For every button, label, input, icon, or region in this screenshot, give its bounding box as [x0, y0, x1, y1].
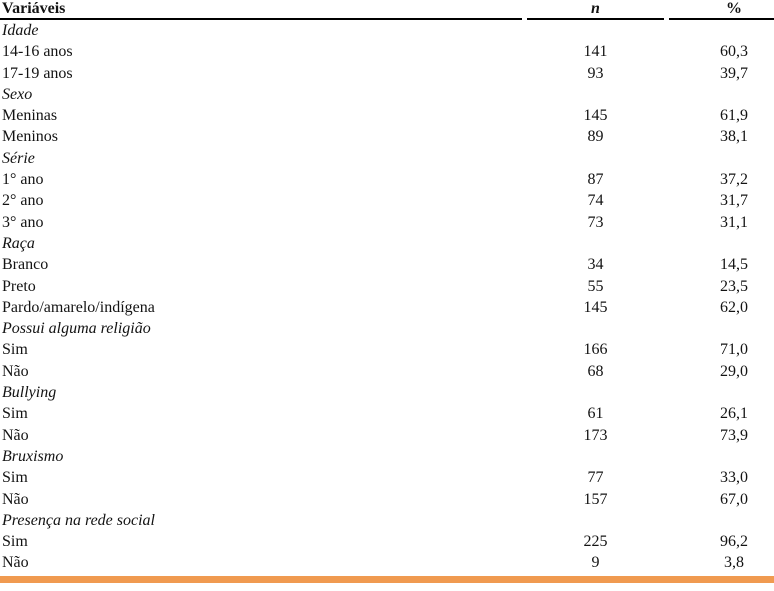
- group-row: [0, 510, 774, 531]
- cell-variable: 1° ano: [2, 171, 44, 189]
- group-row: [0, 318, 774, 339]
- group-row: [0, 233, 774, 254]
- group-label: Idade: [2, 22, 39, 39]
- cell-percent: 31,7: [720, 192, 748, 210]
- cell-percent: 23,5: [720, 277, 748, 295]
- data-row: [0, 403, 774, 424]
- cell-percent: 33,0: [720, 469, 748, 487]
- cell-variable: Sim: [2, 405, 28, 423]
- data-row: [0, 552, 774, 573]
- group-row: [0, 148, 774, 169]
- cell-percent: 73,9: [720, 426, 748, 444]
- cell-percent: 3,8: [724, 554, 744, 572]
- data-row: [0, 489, 774, 510]
- group-label: Série: [2, 149, 35, 167]
- cell-variable: 17-19 anos: [2, 64, 73, 82]
- cell-percent: 71,0: [720, 341, 748, 359]
- data-row: [0, 339, 774, 360]
- cell-variable: 14-16 anos: [2, 43, 73, 61]
- data-row: [0, 531, 774, 552]
- cell-variable: Não: [2, 490, 29, 508]
- cell-variable: Meninos: [2, 128, 58, 146]
- header-row: [0, 0, 774, 20]
- data-row: [0, 361, 774, 382]
- cell-n: 68: [587, 362, 604, 380]
- data-row: [0, 126, 774, 147]
- data-row: [0, 425, 774, 446]
- group-label: Bullying: [2, 384, 57, 402]
- cell-variable: 3° ano: [2, 213, 44, 231]
- cell-n: 89: [587, 128, 604, 146]
- data-row: [0, 276, 774, 297]
- column-header-n: n: [527, 0, 664, 20]
- data-row: [0, 169, 774, 190]
- data-row: [0, 212, 774, 233]
- cell-percent: 31,1: [720, 213, 748, 231]
- group-row: [0, 382, 774, 403]
- cell-n: 34: [587, 256, 604, 274]
- cell-percent: 61,9: [720, 107, 748, 125]
- column-header-percent: %: [669, 0, 774, 20]
- cell-percent: 37,2: [720, 171, 748, 189]
- cell-variable: 2° ano: [2, 192, 44, 210]
- data-row: [0, 41, 774, 62]
- cell-n: 77: [587, 469, 604, 487]
- cell-variable: Preto: [2, 277, 36, 295]
- cell-percent: 62,0: [720, 298, 748, 316]
- cell-n: 145: [583, 298, 608, 316]
- cell-n: 141: [583, 43, 608, 61]
- cell-percent: 38,1: [720, 128, 748, 146]
- cell-percent: 26,1: [720, 405, 748, 423]
- data-row: [0, 254, 774, 275]
- cell-n: 157: [583, 490, 608, 508]
- data-row: [0, 297, 774, 318]
- cell-variable: Sim: [2, 533, 28, 551]
- data-row: [0, 467, 774, 488]
- cell-n: 87: [587, 171, 604, 189]
- cell-n: 166: [583, 341, 608, 359]
- cell-percent: 67,0: [720, 490, 748, 508]
- cell-n: 61: [587, 405, 604, 423]
- cell-n: 145: [583, 107, 608, 125]
- cell-percent: 39,7: [720, 64, 748, 82]
- group-label: Raça: [2, 234, 35, 252]
- column-header-variaveis: Variáveis: [0, 0, 522, 20]
- bottom-accent-bar: [0, 576, 774, 583]
- cell-variable: Pardo/amarelo/indígena: [2, 298, 155, 316]
- cell-n: 73: [587, 213, 604, 231]
- cell-n: 74: [587, 192, 604, 210]
- group-label: Presença na rede social: [2, 511, 155, 529]
- cell-variable: Branco: [2, 256, 49, 274]
- data-row: [0, 63, 774, 84]
- cell-variable: Não: [2, 426, 29, 444]
- group-row: [0, 20, 774, 41]
- group-row: [0, 84, 774, 105]
- cell-variable: Meninas: [2, 107, 58, 125]
- cell-percent: 96,2: [720, 533, 748, 551]
- cell-n: 9: [591, 554, 600, 572]
- group-label: Sexo: [2, 85, 33, 103]
- cell-variable: Sim: [2, 469, 28, 487]
- cell-n: 93: [587, 64, 604, 82]
- data-row: [0, 105, 774, 126]
- group-row: [0, 446, 774, 467]
- cell-variable: Não: [2, 554, 29, 572]
- cell-percent: 29,0: [720, 362, 748, 380]
- cell-n: 225: [583, 533, 608, 551]
- data-row: [0, 190, 774, 211]
- group-label: Bruxismo: [2, 447, 64, 465]
- cell-n: 173: [583, 426, 608, 444]
- cell-n: 55: [587, 277, 604, 295]
- cell-variable: Não: [2, 362, 29, 380]
- cell-percent: 60,3: [720, 43, 748, 61]
- group-label: Possui alguma religião: [2, 320, 151, 338]
- cell-variable: Sim: [2, 341, 28, 359]
- cell-percent: 14,5: [720, 256, 748, 274]
